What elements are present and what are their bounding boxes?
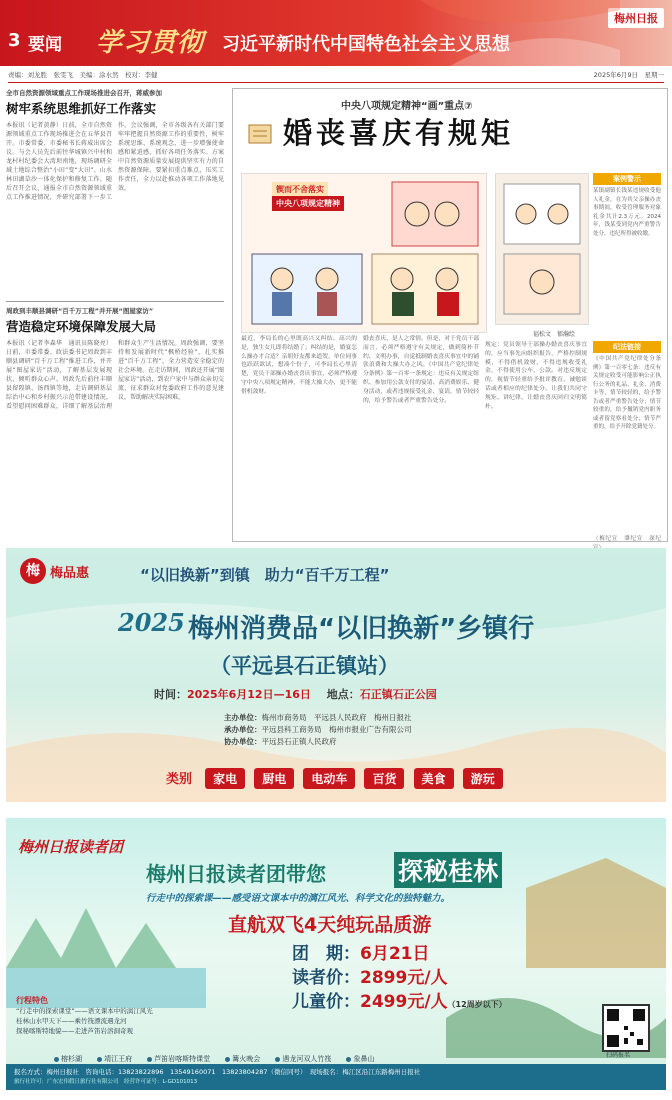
spot-item	[147, 1054, 210, 1064]
feature-item: 桂林山水甲天下——乘竹筏漂流遇龙河	[16, 1017, 127, 1025]
event-place: 石正镇石正公园	[359, 688, 437, 701]
spot-dot-icon	[97, 1057, 102, 1062]
issue-date: 2025年6月9日 星期一	[593, 71, 664, 79]
cartoon-drawing	[242, 174, 486, 332]
organizer-names: 梅州市商务局 平远县人民政府 梅州日报社	[261, 713, 412, 722]
tour-spots	[54, 1046, 384, 1065]
child-price: 2499元/人	[360, 992, 448, 1012]
cartoon-side-drawing	[496, 174, 588, 324]
feature-item: 探秘喀斯特地貌——走进芦笛岩溶洞奇观	[16, 1027, 133, 1035]
sidebar-credit: （梅纪宣 肇纪宣 深纪	[593, 536, 661, 542]
story2-headline[interactable]: 营造稳定环境保障发展大局	[6, 319, 157, 334]
spot-label: 象鼻山	[353, 1055, 375, 1063]
spot-item	[225, 1054, 260, 1064]
editor-credits: 责编：刘龙胜 张雯飞 美编：涂水然 校对：李健	[8, 71, 158, 79]
organizer-names: 平远县石正镇人民政府	[261, 737, 337, 746]
organizer-names: 平远县科工商务局 梅州市报业广告有限公司	[261, 725, 412, 734]
byline-bar	[8, 68, 664, 83]
cartoon-caption-top: 锲而不舍落实	[272, 182, 328, 197]
cartoon-illustration	[241, 173, 487, 333]
organizer-row	[224, 724, 412, 736]
spot-item	[346, 1054, 374, 1064]
tour-features	[16, 996, 286, 1036]
feature-body-col1: 最近，李局长的心里既高兴又纠结。高兴的是，独生女儿即将结婚了；纠结的是，婚宴怎么操办才合适？亲朋好友都来道贺，单位同事也跃跃欲试，想凑个份子，可李局长心里清楚，党员干部操办婚丧喜庆事宜，必须严格遵守中央八项规定精神，不能大操大办，更不能借机敛财。	[241, 336, 357, 395]
organizer-list	[224, 712, 412, 748]
brand-logo-icon: 梅	[20, 558, 46, 584]
sidebar-law-text: 《中国共产党纪律处分条例》第一百零七条：违反有关规定收受可能影响公正执行公务的礼品、礼金、消费卡等，情节较轻的，给予警告或者严重警告处分；情节较重的，给予撤销党内职务或者留党察看处分；情节严重的，给予开除党籍处分。	[593, 356, 661, 430]
features-heading: 行程特色	[16, 996, 48, 1005]
child-price-row	[292, 990, 507, 1017]
feature-item: “行走中的探索课堂”——语文课本中的漓江风光	[16, 1007, 153, 1015]
organizer-role: 协办单位：	[224, 737, 262, 746]
scroll-icon	[245, 119, 275, 149]
promo-guilin-tour	[6, 818, 666, 1090]
organizer-role: 承办单位：	[224, 725, 262, 734]
category-pill[interactable]: 美食	[414, 768, 454, 789]
spot-item	[97, 1054, 132, 1064]
paper-logo: 梅州日报	[608, 8, 664, 28]
category-pill[interactable]: 厨电	[254, 768, 294, 789]
feature-sidebar	[593, 173, 661, 552]
adult-price-row	[292, 966, 507, 990]
page-number: 3	[8, 30, 21, 51]
tour-contact-bar	[6, 1064, 666, 1090]
spot-dot-icon	[275, 1057, 280, 1062]
adult-price: 2899元/人	[360, 968, 448, 988]
place-label: 地点：	[326, 688, 360, 701]
promo-brand: 梅品惠	[50, 566, 90, 581]
group-label: 团 期：	[292, 944, 360, 964]
event-time: 2025年6月12日—16日	[187, 688, 311, 701]
category-pill[interactable]: 游玩	[463, 768, 503, 789]
category-pill[interactable]: 电动车	[303, 768, 355, 789]
promo-title: 梅州消费品“以旧换新”乡镇行	[188, 614, 535, 644]
story2-body: 本报讯（记者李森华 通讯员陈晓亮）日前，市委常委、政法委书记周政到丰顺县调研“百千万工程”推进工作，并开展“图屋家访”活动，了解基层发展现状，倾听群众心声。周政先后前往丰顺县留隍镇、汤西镇等地，走访调研基层综治中心和乡村振兴示范带建设情况，看望慰问困难群众，详细了解基层治理和群众生产生活情况。周政强调，要坚持和发展新时代“枫桥经验”，扎实推进“百千万工程”，全力营造安全稳定的社会环境。在走访期间，周政还开展“图屋家访”活动，到农户家中与群众亲切交流，征求群众对党委政府工作的意见建议，帮助解决实际困难。	[6, 340, 224, 410]
spot-item	[54, 1054, 82, 1064]
group-date: 6月21日	[360, 944, 430, 964]
tour-title-b: 探秘桂林	[394, 852, 502, 888]
feature-body-col3: 规定：党员领导干部操办婚丧喜庆事宜的，应当事先向组织报告，严格控制规模，不得借机敛财，不得违规收受礼金，不得使用公车、公款。对违反规定的，视情节轻重给予批评教育、诫勉谈话或者相应的纪律处分。让我们共同守规矩、讲纪律，让婚丧喜庆回归文明简朴。	[485, 342, 587, 410]
feature-article	[232, 88, 668, 542]
spot-item	[275, 1054, 331, 1064]
masthead	[0, 0, 672, 66]
promo-time-place	[154, 686, 437, 702]
spot-dot-icon	[54, 1057, 59, 1062]
spot-label: 芦笛岩喀斯特课堂	[154, 1055, 211, 1063]
qr-code[interactable]	[602, 1004, 650, 1052]
organizer-row	[224, 712, 412, 724]
spot-label: 遇龙河双人竹筏	[282, 1055, 332, 1063]
story1-kicker: 全市自然资源领域重点工作现场推进会召开，蒋威参加	[6, 89, 162, 97]
tour-tagline: 行走中的探索课——感受语文课本中的漓江风光、科学文化的独特魅力。	[146, 893, 451, 904]
cartoon-credit: 福松文 郁瀚绘	[533, 331, 576, 338]
promo-venue: （平远县石正镇站）	[210, 654, 399, 678]
flag-decoration	[420, 0, 620, 66]
cartoon-side-panel	[495, 173, 589, 325]
story1-body: 本报讯（记者黄静）日前，全市自然资源领域重点工作现场推进会在五华县召开。市委常委、市委秘书长蒋威出席会议。与会人员先后前往华城镇兴中村和龙村村纪委会大湾坝南地，现场调研全域土地综合整治“小田”变“大田”、山水林田湖草沙一体化保护和修复工作。随后召开会议，通报全市自然资源领域重点工作推进情况，并研究部署下一步工作。会议强调，全市各级各有关部门要牢牢把握自然资源工作的重要性，树牢系统思维、系统观念，进一步增强使命感和紧迫感，抓好各项任务落实。方案中自然资源质量发展提供坚实有力的自然资源保障。要紧扣重点难点，压实工作责任，全力以赴推动各项工作落地见效。	[6, 122, 224, 201]
cartoon-caption-bottom: 中央八项规定精神	[272, 196, 344, 211]
qr-code-icon	[604, 1006, 648, 1050]
category-pill[interactable]: 百货	[364, 768, 404, 789]
story2-kicker: 周政到丰顺县调研“百千万工程”并开展“图屋家访”	[6, 307, 154, 315]
time-label: 时间：	[154, 688, 187, 701]
sidebar-heading-law: 纪法链接	[593, 341, 661, 353]
license-info: 旅行社许可：广东宏伟假日旅行社有限公司 经营许可证号：L-GD101013	[14, 1079, 198, 1085]
group-date-row	[292, 942, 507, 966]
tour-price-block	[292, 942, 507, 1017]
section-name: 要闻	[28, 35, 62, 55]
adult-label: 读者价：	[292, 968, 360, 988]
tour-title-a: 梅州日报读者团带您	[146, 862, 326, 886]
spot-dot-icon	[147, 1057, 152, 1062]
spot-label: 榕杉湖	[61, 1055, 82, 1063]
spot-dot-icon	[346, 1057, 351, 1062]
feature-title[interactable]: 婚丧喜庆有规矩	[283, 116, 515, 150]
spot-label: 靖江王府	[104, 1055, 133, 1063]
divider	[6, 301, 224, 302]
category-pill[interactable]: 家电	[205, 768, 245, 789]
tour-brand: 梅州日报读者团	[18, 838, 124, 856]
sidebar-case-text: 某镇副镇长钱某违规收受他人礼金，在为其父亲操办丧事期间，收受管理服务对象礼金共计2.3万元。2024年，钱某受到党内严重警告处分，违纪所得被收缴。	[593, 188, 661, 237]
feature-body-col2: 婚丧喜庆，是人之常情。但是，对于党员干部而言，必须严格遵守有关规定，做到简朴节约、文明办事，自觉抵制婚丧喜庆事宜中的铺张浪费和大操大办之风。《中国共产党纪律处分条例》第一百零一条规定：违反有关规定组织、参加用公款支付的宴请、高消费娱乐、健身活动，或者违规接受礼金、宴请，情节较轻的，给予警告或者严重警告处分。	[363, 336, 479, 404]
child-note: （12周岁以下）	[447, 1000, 507, 1009]
masthead-subtitle: 习近平新时代中国特色社会主义思想	[222, 34, 510, 55]
promo-trade-in	[6, 548, 666, 802]
category-label: 类别	[166, 772, 193, 787]
spot-label: 篝火晚会	[232, 1055, 261, 1063]
organizer-row	[224, 736, 412, 748]
promo-slogan: “以旧换新”到镇 助力“百千万工程”	[140, 566, 390, 584]
masthead-slogan: 学习贯彻	[96, 28, 205, 58]
feature-pre-title: 中央八项规定精神“画”重点⑦	[341, 101, 473, 112]
organizer-role: 主办单位：	[224, 713, 262, 722]
category-bar	[166, 768, 507, 789]
contact-info[interactable]: 报名方式：梅州日报社 咨询电话：13823822896 13549160071 13823804287（微信同号） 现场报名：梅江区沿江东路梅州日报社	[14, 1068, 421, 1076]
tour-headline: 直航双飞4天纯玩品质游	[228, 914, 432, 936]
child-label: 儿童价：	[292, 992, 360, 1012]
promo-year: 2025	[118, 608, 185, 637]
qr-label: 扫码报名	[606, 1052, 631, 1059]
sidebar-heading-case: 案例警示	[593, 173, 661, 185]
story1-headline[interactable]: 树牢系统思维抓好工作落实	[6, 101, 157, 116]
left-column	[6, 88, 224, 529]
spot-dot-icon	[225, 1057, 230, 1062]
